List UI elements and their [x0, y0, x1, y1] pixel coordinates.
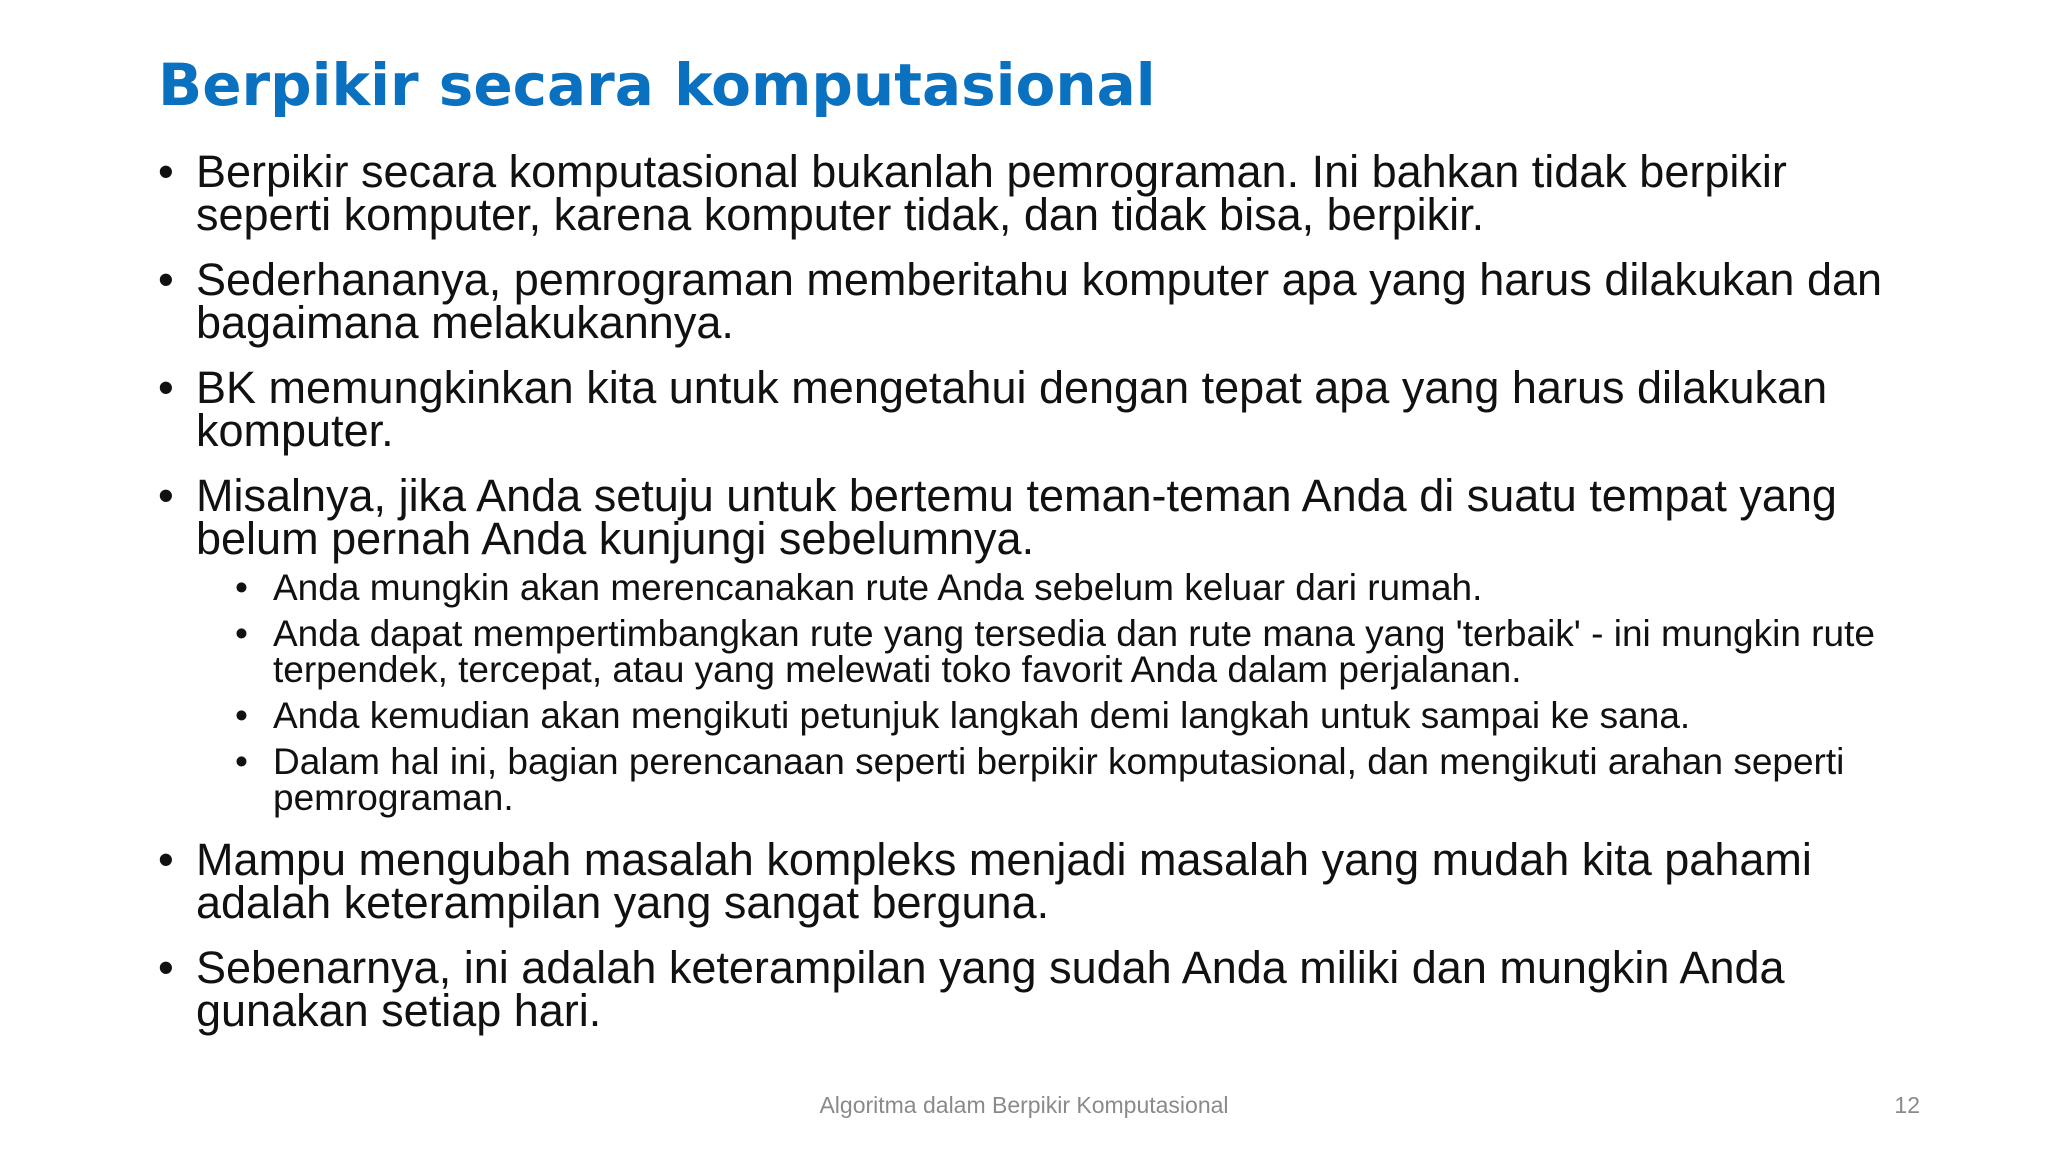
sub-bullet-text: Anda kemudian akan mengikuti petunjuk langkah demi langkah untuk sampai ke sana.	[273, 695, 1691, 736]
bullet-icon: •	[158, 470, 174, 521]
sub-bullet-item	[235, 741, 1918, 818]
bullet-text: Sebenarnya, ini adalah keterampilan yang sudah Anda miliki dan mungkin Anda gunakan setiap hari.	[196, 942, 1785, 1036]
bullet-text: Mampu mengubah masalah kompleks menjadi masalah yang mudah kita pahami adalah keterampilan yang sangat berguna.	[196, 834, 1812, 928]
sub-bullet-text: Anda mungkin akan merencanakan rute Anda sebelum keluar dari rumah.	[273, 567, 1483, 608]
bullet-text: Sederhananya, pemrograman memberitahu komputer apa yang harus dilakukan dan bagaimana melakukannya.	[196, 254, 1883, 348]
sub-bullet-list	[196, 567, 1918, 818]
sub-bullet-item	[235, 613, 1918, 690]
sub-bullet-item	[235, 695, 1918, 736]
bullet-icon: •	[158, 942, 174, 993]
slide-title: Berpikir secara komputasional	[158, 51, 1156, 119]
bullet-text: BK memungkinkan kita untuk mengetahui dengan tepat apa yang harus dilakukan komputer.	[196, 362, 1828, 456]
bullet-text: Misalnya, jika Anda setuju untuk bertemu teman-teman Anda di suatu tempat yang belum pernah Anda kunjungi sebelumnya.	[196, 470, 1837, 564]
sub-bullet-text: Anda dapat mempertimbangkan rute yang tersedia dan rute mana yang 'terbaik' - ini mungkin rute terpendek, tercepat, atau yang melewati toko favorit Anda dalam perjalanan.	[273, 613, 1875, 690]
sub-bullet-icon: •	[235, 695, 248, 736]
bullet-icon: •	[158, 834, 174, 885]
bullet-item	[158, 254, 1918, 348]
bullet-item	[158, 362, 1918, 456]
sub-bullet-icon: •	[235, 613, 248, 654]
bullet-item	[158, 146, 1918, 240]
bullet-icon: •	[158, 362, 174, 413]
footer-text: Algoritma dalam Berpikir Komputasional	[819, 1092, 1229, 1118]
bullet-item	[158, 942, 1918, 1036]
sub-bullet-icon: •	[235, 741, 248, 782]
bullet-text: Berpikir secara komputasional bukanlah pemrograman. Ini bahkan tidak berpikir seperti komputer, karena komputer tidak, dan tidak bisa, berpikir.	[196, 146, 1787, 240]
bullet-icon: •	[158, 146, 174, 197]
bullet-list	[158, 146, 1918, 1036]
slide-content	[158, 146, 1918, 1054]
sub-bullet-item	[235, 567, 1918, 608]
bullet-icon: •	[158, 254, 174, 305]
bullet-item	[158, 834, 1918, 928]
bullet-item	[158, 470, 1918, 818]
sub-bullet-icon: •	[235, 567, 248, 608]
sub-bullet-text: Dalam hal ini, bagian perencanaan seperti berpikir komputasional, dan mengikuti arahan seperti pemrograman.	[273, 741, 1845, 818]
page-number: 12	[1894, 1092, 1920, 1118]
